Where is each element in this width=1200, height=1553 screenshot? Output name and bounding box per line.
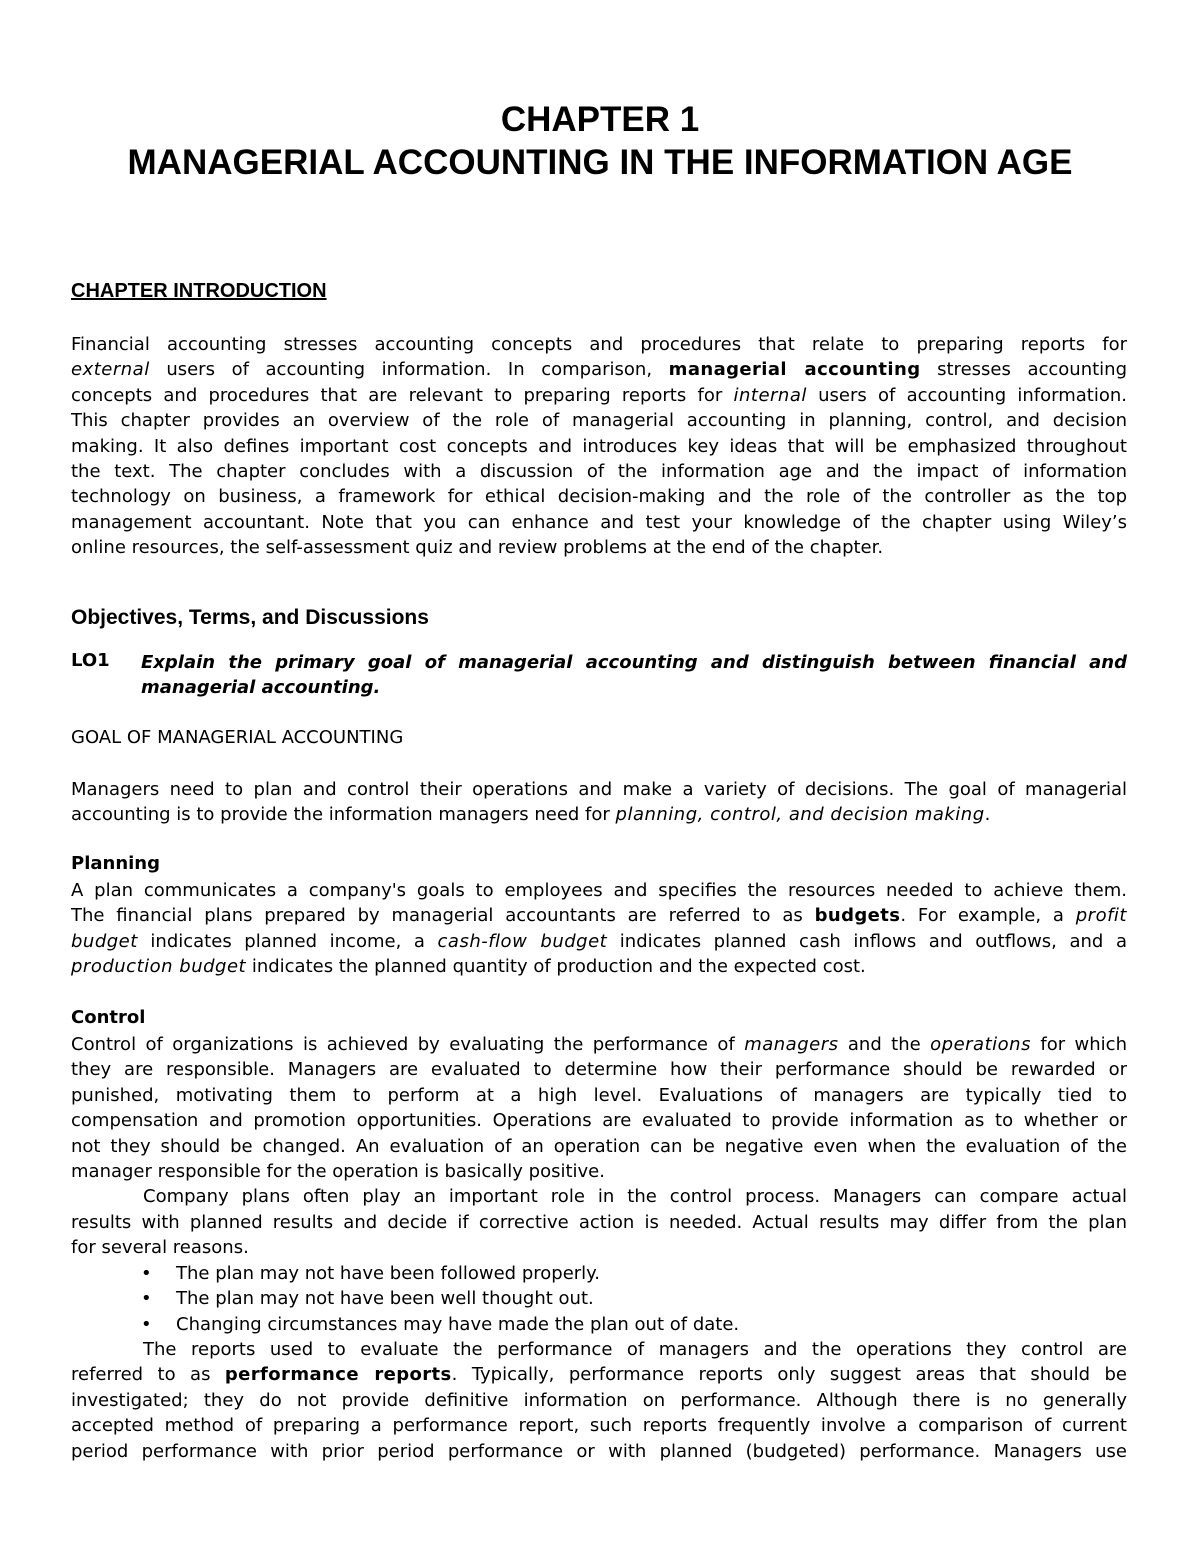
list-item <box>141 1312 739 1337</box>
intro-line: Financial accounting stresses accounting concepts and procedures that relate to preparing reports for <box>71 334 1127 355</box>
goal-heading: GOAL OF MANAGERIAL ACCOUNTING <box>71 727 404 748</box>
intro-line: making. It also defines important cost concepts and introduces key ideas that will be emphasized throughout <box>71 435 1127 457</box>
control-line: compensation and promotion opportunities. Operations are evaluated to provide information as to whether or <box>71 1110 1127 1132</box>
text-run: stresses accounting <box>920 359 1128 381</box>
text-run: . <box>984 804 991 826</box>
learning-objective-text <box>141 650 1127 701</box>
chapter-number: CHAPTER 1 <box>500 100 700 139</box>
planning-line <box>71 929 1127 954</box>
intro-paragraph <box>71 332 1127 561</box>
control-line: punished, motivating them to perform at a high level. Evaluations of managers are typically tied to <box>71 1084 1127 1106</box>
text-run: The plan may not have been followed properly. <box>176 1263 600 1284</box>
control-heading: Control <box>71 1007 146 1028</box>
goal-line: Managers need to plan and control their operations and make a variety of decisions. The goal of managerial <box>71 779 1127 800</box>
reports-line: The reports used to evaluate the performance of managers and the operations they control are <box>143 1339 1127 1360</box>
control-line: not they should be changed. An evaluation of an operation can be negative even when the evaluation of the <box>71 1135 1127 1157</box>
text-run: for which <box>1030 1034 1127 1055</box>
text-run: users of accounting information. <box>806 384 1127 406</box>
text-run: . For example, a <box>900 905 1076 927</box>
reports-line: accepted method of preparing a performance report, such reports frequently involve a comparison of current <box>71 1415 1127 1437</box>
text-run: . Typically, performance reports only suggest areas that should be <box>451 1364 1127 1386</box>
list-item <box>141 1286 739 1311</box>
control-line: they are responsible. Managers are evaluated to determine how their performance should be rewarded or <box>71 1059 1127 1081</box>
text-run: indicates planned cash inflows and outflows, and a <box>607 930 1127 952</box>
intro-line <box>71 357 1127 382</box>
term-operations: operations <box>930 1034 1031 1055</box>
lo-line: Explain the primary goal of managerial accounting and distinguish between financial and <box>141 652 1127 673</box>
control-paragraph <box>71 1032 1127 1261</box>
planning-heading: Planning <box>71 853 161 874</box>
text-run: The financial plans prepared by managerial accountants are referred to as <box>71 905 815 927</box>
text-run: Changing circumstances may have made the plan out of date. <box>176 1313 740 1335</box>
intro-line <box>71 383 1127 408</box>
goal-paragraph <box>71 777 1127 828</box>
control-line: manager responsible for the operation is basically positive. <box>71 1161 605 1183</box>
text-run: indicates the planned quantity of production and the expected cost. <box>246 956 866 978</box>
text-run: indicates planned income, a <box>137 930 438 952</box>
goal-line <box>71 802 1127 827</box>
objectives-heading: Objectives, Terms, and Discussions <box>71 606 429 629</box>
intro-line: technology on business, a framework for ethical decision-making and the role of the controller as the top <box>71 486 1127 508</box>
performance-reports-paragraph <box>71 1337 1127 1464</box>
text-run: concepts and procedures that are relevant to preparing reports for <box>71 384 734 406</box>
learning-objective-tag: LO1 <box>71 650 110 671</box>
term-budget: budget <box>71 930 138 952</box>
chapter-title: MANAGERIAL ACCOUNTING IN THE INFORMATION AGE <box>127 143 1073 182</box>
control-line: results with planned results and decide if corrective action is needed. Actual results may differ from the plan <box>71 1211 1127 1233</box>
text-run: The plan may not have been well thought out. <box>176 1288 594 1310</box>
reports-line <box>71 1362 1127 1387</box>
reports-line: investigated; they do not provide definitive information on performance. Although there is no generally <box>71 1389 1127 1411</box>
term-external: external <box>71 359 150 381</box>
planning-line: A plan communicates a company's goals to employees and specifies the resources needed to achieve them. <box>71 880 1127 901</box>
planning-line <box>71 954 1127 979</box>
intro-line: online resources, the self-assessment quiz and review problems at the end of the chapter. <box>71 537 884 559</box>
term-managers: managers <box>744 1034 839 1055</box>
term-production-budget: production budget <box>71 956 247 978</box>
text-run: referred to as <box>71 1364 225 1386</box>
bullet-icon: • <box>141 1263 152 1284</box>
intro-line: This chapter provides an overview of the role of managerial accounting in planning, control, and decision <box>71 410 1127 432</box>
intro-heading: CHAPTER INTRODUCTION <box>71 280 327 302</box>
intro-line: management accountant. Note that you can enhance and test your knowledge of the chapter using Wiley’s <box>71 511 1127 533</box>
term-profit: profit <box>1075 905 1127 927</box>
control-line <box>71 1032 1127 1057</box>
control-line: for several reasons. <box>71 1237 249 1259</box>
term-cash-flow-budget: cash-flow budget <box>437 930 608 952</box>
planning-line <box>71 903 1127 928</box>
term-planning-control-decision: planning, control, and decision making <box>615 804 985 826</box>
text-run: users of accounting information. In comparison, <box>149 359 669 381</box>
bullet-icon: • <box>141 1288 152 1310</box>
planning-paragraph <box>71 878 1127 980</box>
intro-line: the text. The chapter concludes with a discussion of the information age and the impact of information <box>71 461 1127 483</box>
term-performance-reports: performance reports <box>224 1364 452 1386</box>
bullet-icon: • <box>141 1313 152 1335</box>
term-managerial-accounting: managerial accounting <box>668 359 921 381</box>
reasons-list <box>141 1261 739 1337</box>
term-budgets: budgets <box>814 905 901 927</box>
lo-line: managerial accounting. <box>141 677 381 699</box>
text-run: Control of organizations is achieved by evaluating the performance of <box>71 1034 745 1055</box>
list-item <box>141 1261 739 1286</box>
reports-line: period performance with prior period performance or with planned (budgeted) performance. Managers use <box>71 1440 1127 1462</box>
control-line: Company plans often play an important role in the control process. Managers can compare actual <box>143 1186 1127 1208</box>
term-internal: internal <box>733 384 807 406</box>
text-run: accounting is to provide the information managers need for <box>71 804 616 826</box>
text-run: and the <box>838 1034 931 1055</box>
